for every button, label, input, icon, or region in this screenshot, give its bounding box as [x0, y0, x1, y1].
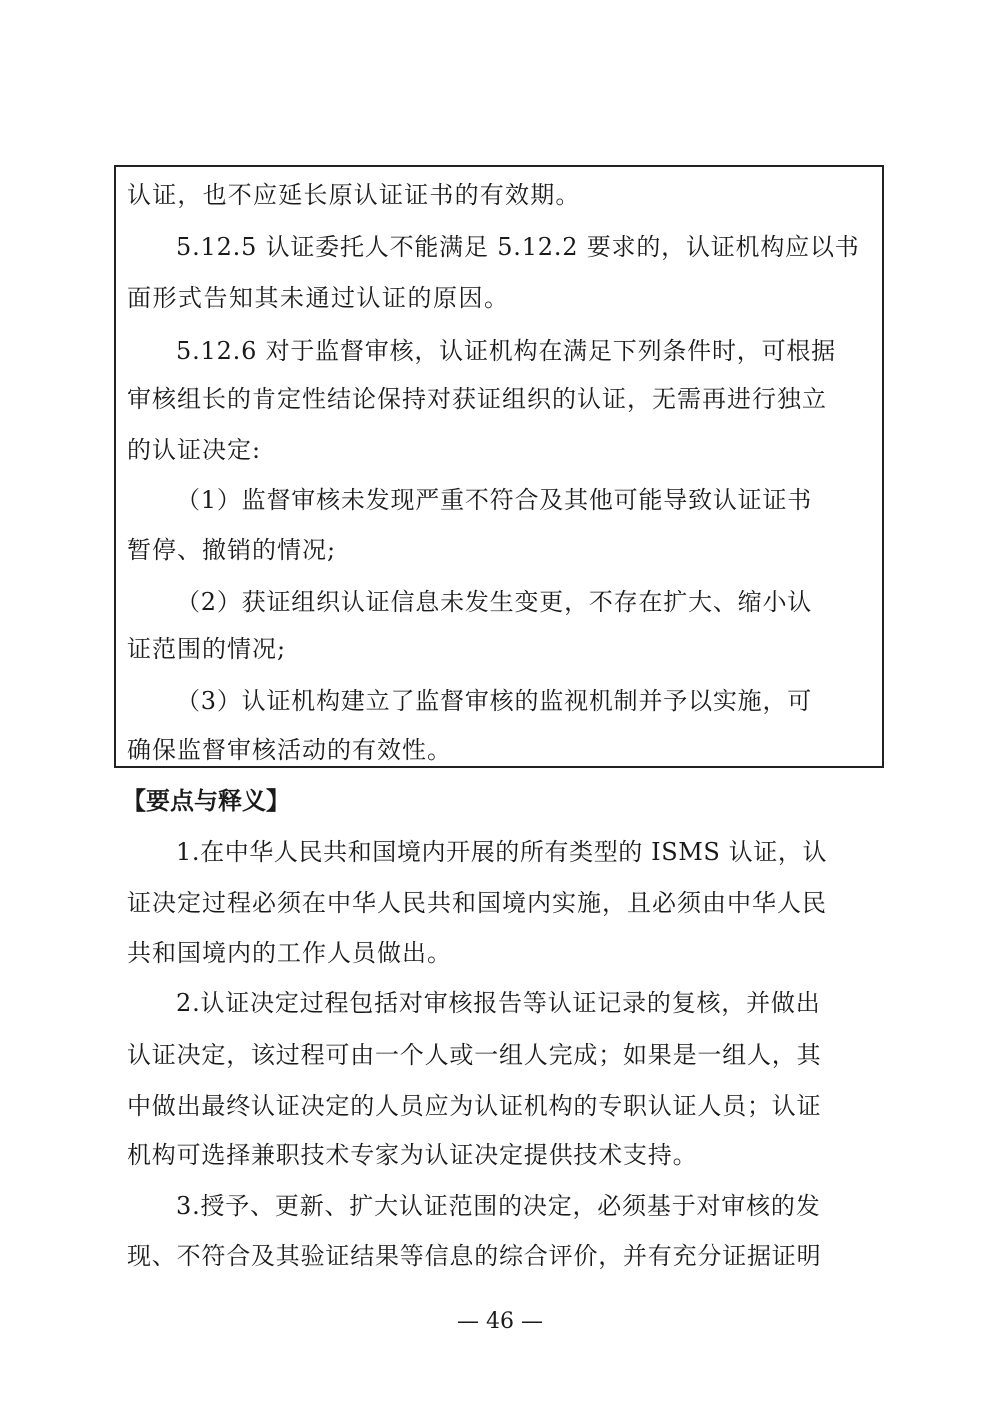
- clause-line-1: 认证，也不应延长原认证证书的有效期。: [127, 181, 581, 209]
- body-line-4: 2.认证决定过程包括对审核报告等认证记录的复核，并做出: [176, 989, 821, 1017]
- clause-item-1: （1）监督审核未发现严重不符合及其他可能导致认证证书: [176, 486, 813, 514]
- body-line-3: 共和国境内的工作人员做出。: [127, 939, 452, 967]
- body-line-7: 机构可选择兼职技术专家为认证决定提供技术支持。: [127, 1141, 698, 1169]
- clause-item-3: （3）认证机构建立了监督审核的监视机制并予以实施，可: [176, 687, 813, 715]
- clause-line-3: 面形式告知其未通过认证的原因。: [127, 284, 510, 312]
- clause-line-4: 5.12.6 对于监督审核，认证机构在满足下列条件时，可根据: [176, 337, 836, 365]
- clause-line-2: 5.12.5 认证委托人不能满足 5.12.2 要求的，认证机构应以书: [176, 233, 860, 261]
- body-line-9: 现、不符合及其验证结果等信息的综合评价，并有充分证据证明: [127, 1242, 822, 1270]
- body-line-6: 中做出最终认证决定的人员应为认证机构的专职认证人员；认证: [127, 1092, 822, 1120]
- page-number: — 46 —: [457, 1309, 543, 1334]
- body-line-8: 3.授予、更新、扩大认证范围的决定，必须基于对审核的发: [176, 1192, 821, 1220]
- clause-item-1-cont: 暂停、撤销的情况;: [127, 536, 337, 564]
- body-line-5: 认证决定，该过程可由一个人或一组人完成；如果是一组人，其: [127, 1041, 822, 1069]
- clause-item-3-cont: 确保监督审核活动的有效性。: [127, 736, 452, 764]
- clause-item-2: （2）获证组织认证信息未发生变更，不存在扩大、缩小认: [176, 588, 813, 616]
- body-line-1: 1.在中华人民共和国境内开展的所有类型的 ISMS 认证，认: [176, 838, 828, 866]
- clause-line-5: 审核组长的肯定性结论保持对获证组织的认证，无需再进行独立: [127, 385, 827, 413]
- body-line-2: 证决定过程必须在中华人民共和国境内实施，且必须由中华人民: [127, 889, 827, 917]
- clause-line-6: 的认证决定:: [127, 436, 262, 464]
- clause-item-2-cont: 证范围的情况;: [127, 635, 287, 663]
- section-heading: 【要点与释义】: [122, 787, 290, 815]
